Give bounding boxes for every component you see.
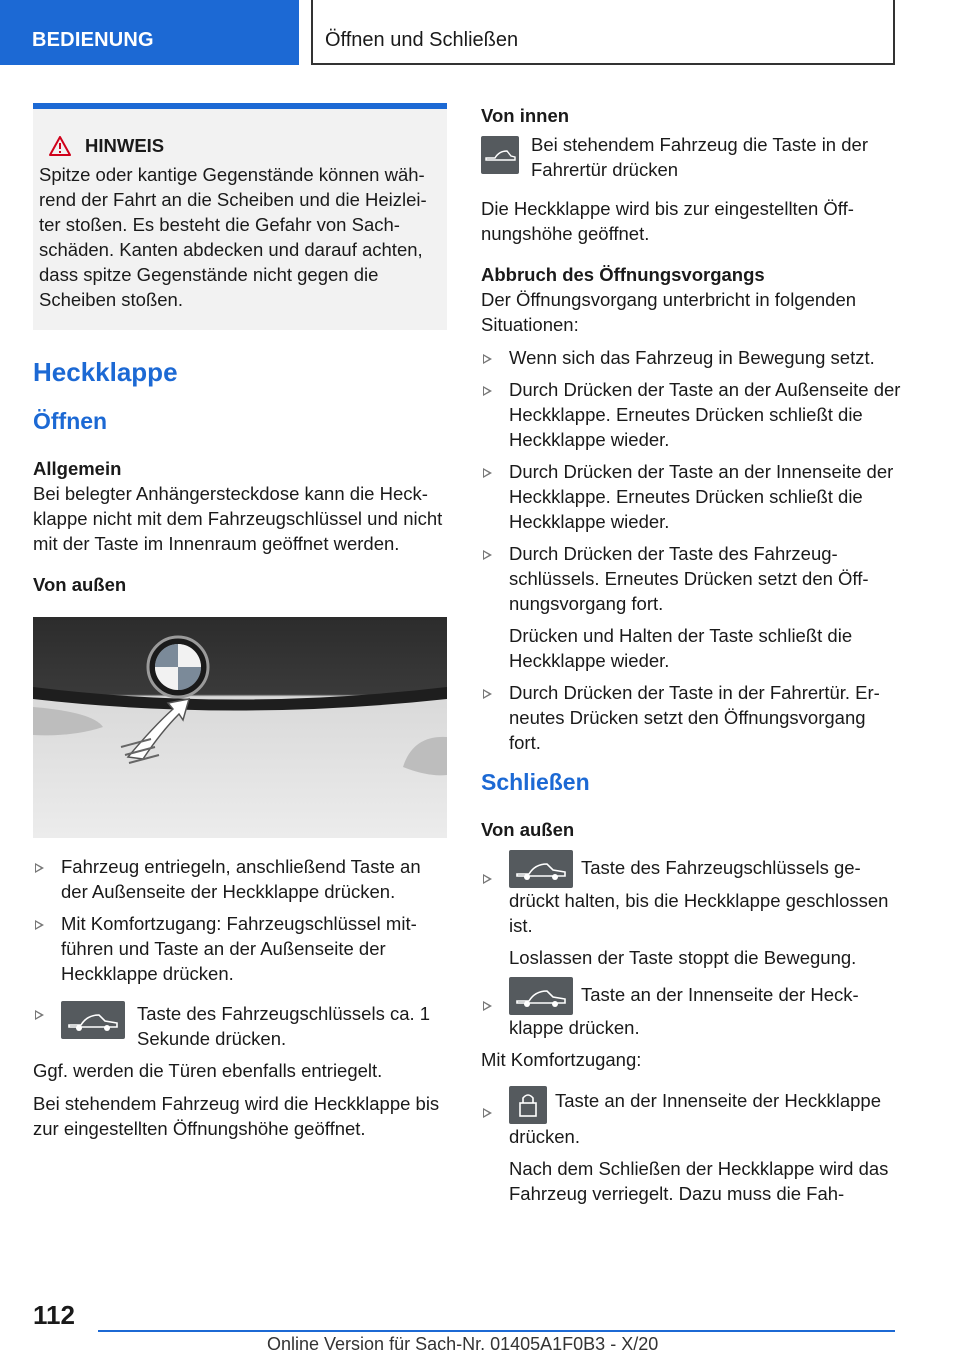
heading-heckklappe: Heckklappe xyxy=(33,357,178,387)
paragraph: Ggf. werden die Türen ebenfalls entriegelt. xyxy=(33,1060,383,1081)
list-item: Fahrzeug entriegeln, anschließend Taste an der Außenseite der Heckklappe drücken. xyxy=(33,854,447,904)
tailgate-button-photo xyxy=(33,617,447,838)
tailgate-key-icon xyxy=(509,850,573,888)
heading-oeffnen: Öffnen xyxy=(33,408,108,434)
heading-abbruch: Abbruch des Öffnungsvorgangs xyxy=(481,264,765,285)
paragraph: Die Heckklappe wird bis zur eingestellten Öffnungshöhe geöffnet. xyxy=(481,198,854,244)
footer-divider xyxy=(98,1330,895,1332)
heading-schliessen: Schließen xyxy=(481,769,590,795)
list-item: Durch Drücken der Taste an der Innenseite der Heckklappe. Erneutes Drücken schließt die Heckklappe wieder. xyxy=(481,459,901,534)
paragraph: Bei stehendem Fahrzeug wird die Heckklappe bis zur eingestellten Öffnungshöhe geöffnet. xyxy=(33,1093,440,1139)
notice-title: HINWEIS xyxy=(85,135,165,156)
notice-text: Spitze oder kantige Gegenstände können während der Fahrt an die Scheiben und die Heizleiter stoßen. Es besteht die Gefahr von Sachschäden. Kanten abdecken und darauf achten, dass spitze Gegenstände nicht gegen die Scheiben stoßen. xyxy=(39,164,427,310)
list-item: Mit Komfortzugang: Fahrzeugschlüssel mitführen und Taste an der Außenseite der Heckklappe drücken. xyxy=(33,911,447,986)
heading-allgemein: Allgemein xyxy=(33,458,122,479)
list-item: Durch Drücken der Taste an der Außenseite der Heckklappe. Erneutes Drücken schließt die Heckklappe wieder. xyxy=(481,377,901,452)
paragraph: Mit Komfortzugang: xyxy=(481,1049,642,1070)
heading-von-aussen: Von außen xyxy=(33,574,127,595)
lock-icon xyxy=(509,1086,547,1124)
heading-von-aussen-close: Von außen xyxy=(481,819,575,840)
notice-box xyxy=(33,103,447,330)
list-item: Taste an der Innenseite der Heckklappe drücken. Nach dem Schließen der Heckklappe wird das Fahrzeug verriegelt. Dazu muss die Fah- xyxy=(481,1080,901,1206)
section-tab: BEDIENUNG xyxy=(0,0,299,65)
list-item: Wenn sich das Fahrzeug in Bewegung setzt. xyxy=(481,345,901,370)
close-list xyxy=(481,850,901,1040)
list-item: Durch Drücken der Taste in der Fahrertür. Erneutes Drücken setzt den Öffnungsvorgang fort. xyxy=(481,680,901,755)
paragraph: Der Öffnungsvorgang unterbricht in folgenden Situationen: xyxy=(481,289,857,335)
abort-list xyxy=(481,345,901,755)
warning-icon xyxy=(49,136,71,156)
right-column: Von innen Bei stehendem Fahrzeug die Taste in der Fahrertür drücken Die Heckklappe wird bis zur eingestellten Öffnungshöhe geöffnet. Abbruch des Öffnungsvorgangs Der Öffnungsvorgang unterbricht in folgenden Situationen: Wenn sich das Fahrzeug in Bewegung setzt. Durch Drücken der Taste an der Außenseite der Heckklappe. Erneutes Drücken schließt die Heckklappe wieder. Durch Drücken der Taste an der Innenseite der Heckklappe. Erneutes Drücken schließt die Heckklappe wieder. Durch Drücken der Taste des Fahrzeugschlüssels. Erneutes Drücken setzt den Öffnungsvorgang fort. Drücken und Halten der Taste schließt die Heckklappe wieder. Durch Drücken der Taste in der Fahrertür. Erneutes Drücken setzt den Öffnungsvorgang fort. Schließen Von außen Taste des Fahrzeugschlüssels gedrückt halten, bis die Heckklappe geschlossen ist. Loslassen der Taste stoppt die Bewegung. Taste an der Innenseite der Heckklappe drücken. Mit Komfortzugang: Taste an der Innenseite der Heckklappe drücken. Nach dem Schließen der Heckklappe wird das Fahrzeug verriegelt. Dazu muss die Fah- xyxy=(481,105,901,1204)
heading-von-innen: Von innen xyxy=(481,105,570,126)
tailgate-key-icon xyxy=(61,1001,125,1039)
tailgate-close-icon xyxy=(509,977,573,1015)
left-column xyxy=(33,103,447,1149)
chapter-title: Öffnen und Schließen xyxy=(311,0,895,65)
list-item: Taste des Fahrzeugschlüssels gedrückt halten, bis die Heckklappe geschlossen ist. Loslassen der Taste stoppt die Bewegung. xyxy=(481,850,901,970)
list-item: Durch Drücken der Taste des Fahrzeugschlüssels. Erneutes Drücken setzt den Öffnungsvorgang fort. Drücken und Halten der Taste schließt die Heckklappe wieder. xyxy=(481,541,901,673)
door-tailgate-icon xyxy=(481,136,519,174)
general-text: Bei belegter Anhängersteckdose kann die Heckklappe nicht mit dem Fahrzeugschlüssel und nicht mit der Taste im Innenraum geöffnet werden. xyxy=(33,483,443,554)
open-outside-list xyxy=(33,854,447,986)
online-version-text: Online Version für Sach-Nr. 01405A1F0B3 - X/20 xyxy=(267,1334,659,1354)
page-number: 112 xyxy=(33,1300,75,1330)
list-item: Taste des Fahrzeugschlüssels ca. 1 Sekunde drücken. xyxy=(33,1001,447,1051)
list-item: Taste an der Innenseite der Heckklappe drücken. xyxy=(481,977,901,1040)
